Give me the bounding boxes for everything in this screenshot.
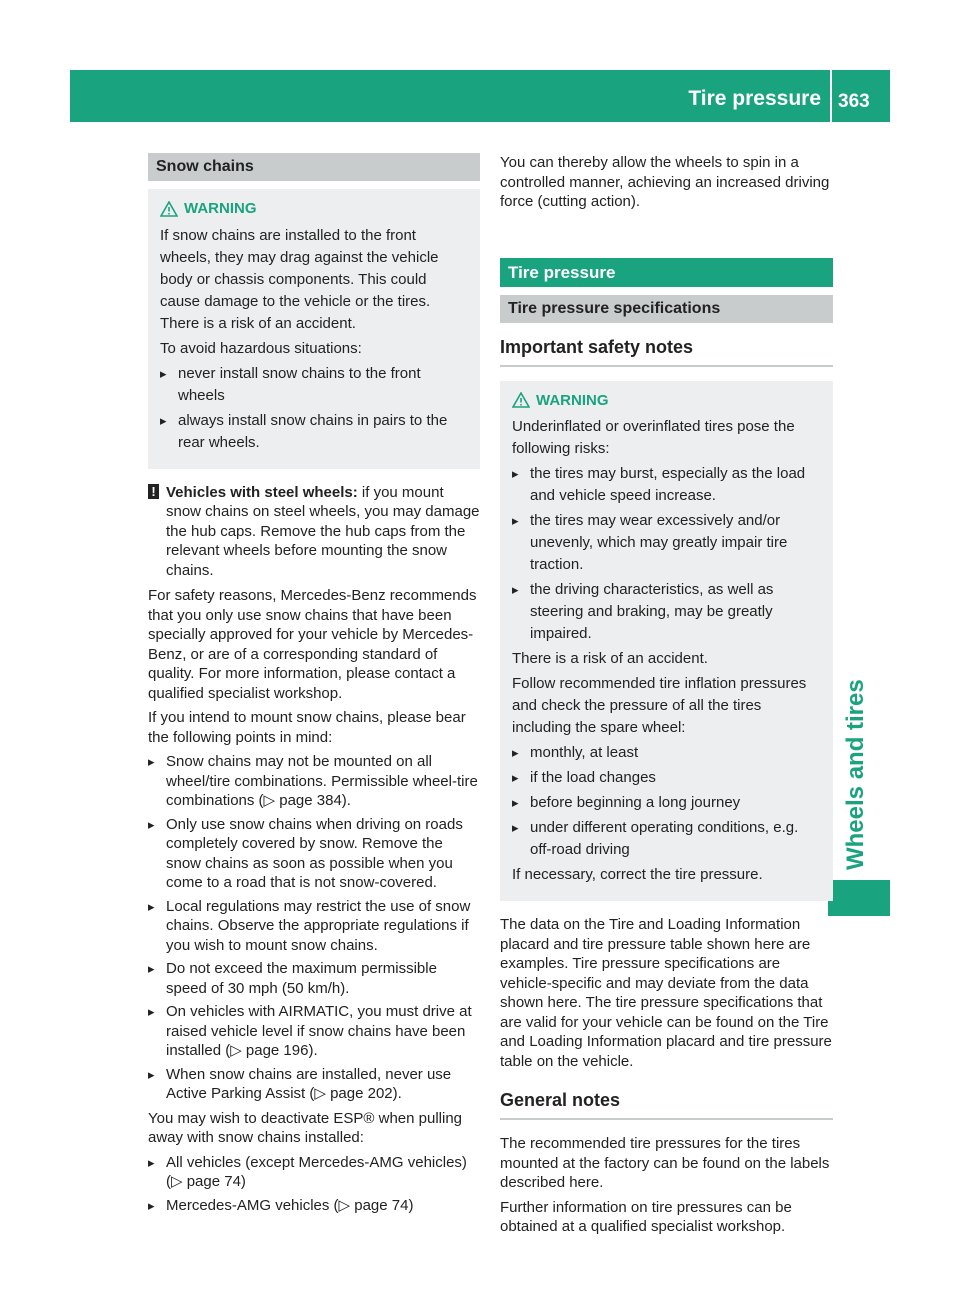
warning-heading xyxy=(160,199,468,219)
paragraph: You may wish to deactivate ESP® when pulling away with snow chains installed: xyxy=(148,1109,463,1146)
list-item: ▸ if the load changes xyxy=(512,767,821,789)
warning-heading xyxy=(512,391,821,411)
list-item: ▸ monthly, at least xyxy=(512,742,821,764)
paragraph: You can thereby allow the wheels to spin in a controlled manner, achieving an increased driving force (cutting action). xyxy=(500,154,830,210)
warning-text: If necessary, correct the tire pressure. xyxy=(512,866,763,883)
list-item: ▸ always install snow chains in pairs to the rear wheels. xyxy=(160,410,468,454)
warning-text: To avoid hazardous situations: xyxy=(160,339,362,357)
warning-label: WARNING xyxy=(184,200,257,217)
warning-label: WARNING xyxy=(536,391,609,409)
list-item: ▸ the tires may burst, especially as the load and vehicle speed increase. xyxy=(512,463,821,507)
paragraph: For safety reasons, Mercedes-Benz recommends that you only use snow chains that have been specially approved for your vehicle by Mercedes-Benz, or are of a corresponding standard of quality. For more information, please contact a qualified specialist workshop. xyxy=(148,587,477,702)
subheading-safety-notes: Important safety notes xyxy=(500,323,833,367)
check-schedule-list xyxy=(512,742,821,861)
page-title: Tire pressure xyxy=(688,87,821,110)
list-item: ▸ Mercedes-AMG vehicles (▷ page 74) xyxy=(148,1196,480,1216)
warning-box xyxy=(500,381,833,902)
esp-list xyxy=(148,1153,480,1216)
paragraph: The recommended tire pressures for the tires mounted at the factory can be found on the labels described here. xyxy=(500,1135,830,1191)
exclamation-icon: ! xyxy=(148,484,159,499)
notice-text: if you mount snow chains on steel wheels, you may damage the hub caps. Remove the hub caps from the relevant wheels before mounting the snow chains. xyxy=(166,483,480,579)
list-item: ▸ Snow chains may not be mounted on all wheel/tire combinations. Permissible wheel-tire combinations (▷ page 384). xyxy=(148,752,480,811)
warning-text: There is a risk of an accident. xyxy=(512,650,708,667)
paragraph: If you intend to mount snow chains, please bear the following points in mind: xyxy=(148,709,466,746)
warning-text: Follow recommended tire inflation pressures and check the pressure of all the tires including the spare wheel: xyxy=(512,675,807,736)
list-item: ▸ never install snow chains to the front wheels xyxy=(160,363,468,407)
list-item: ▸ Do not exceed the maximum permissible speed of 30 mph (50 km/h). xyxy=(148,959,480,998)
warning-triangle-icon xyxy=(160,201,178,217)
list-item: ▸ Only use snow chains when driving on roads completely covered by snow. Remove the snow chains as soon as possible when you come to a road that is not snow-covered. xyxy=(148,815,480,893)
paragraph: Further information on tire pressures can be obtained at a qualified specialist workshop. xyxy=(500,1198,792,1235)
section-title-specifications: Tire pressure specifications xyxy=(500,295,833,323)
list-item: ▸ under different operating conditions, e.g. off-road driving xyxy=(512,817,821,861)
warning-triangle-icon xyxy=(512,392,530,408)
notice-bold: Vehicles with steel wheels: xyxy=(166,483,358,501)
list-item: ▸ When snow chains are installed, never use Active Parking Assist (▷ page 202). xyxy=(148,1065,480,1104)
chapter-tab-marker xyxy=(828,880,890,916)
list-item: ▸ the tires may wear excessively and/or unevenly, which may greatly impair tire traction. xyxy=(512,510,821,576)
list-item: ▸ Local regulations may restrict the use of snow chains. Observe the appropriate regulations if you wish to mount snow chains. xyxy=(148,897,480,956)
warning-text: Underinflated or overinflated tires pose the following risks: xyxy=(512,418,795,457)
warning-box xyxy=(148,189,480,469)
list-item: ▸ On vehicles with AIRMATIC, you must drive at raised vehicle level if snow chains have been installed (▷ page 196). xyxy=(148,1002,480,1061)
section-title-snow-chains: Snow chains xyxy=(148,153,480,181)
section-title-tire-pressure: Tire pressure xyxy=(500,258,833,287)
warning-list xyxy=(160,363,468,454)
snow-chain-list xyxy=(148,752,480,1104)
warning-text: If snow chains are installed to the front wheels, they may drag against the vehicle body or chassis components. This could cause damage to the vehicle or the tires. There is a risk of an accident. xyxy=(160,226,439,332)
notice-steel-wheels xyxy=(148,483,480,581)
chapter-side-label: Wheels and tires xyxy=(842,679,869,870)
list-item: ▸ the driving characteristics, as well as steering and braking, may be greatly impaired. xyxy=(512,579,821,645)
paragraph: The data on the Tire and Loading Information placard and tire pressure table shown here are examples. Tire pressure specifications are vehicle-specific and may deviate from the data shown here. The tire pressure specifications that are valid for your vehicle can be found on the Tire and Loading Information placard and tire pressure table on the vehicle. xyxy=(500,916,832,1070)
header-divider xyxy=(830,70,832,122)
page-number: 363 xyxy=(838,91,870,112)
subheading-general-notes: General notes xyxy=(500,1076,833,1120)
list-item: ▸ before beginning a long journey xyxy=(512,792,821,814)
right-column xyxy=(500,153,833,1242)
list-item: ▸ All vehicles (except Mercedes-AMG vehicles) (▷ page 74) xyxy=(148,1153,480,1192)
warning-list xyxy=(512,463,821,645)
left-column xyxy=(148,153,480,1220)
